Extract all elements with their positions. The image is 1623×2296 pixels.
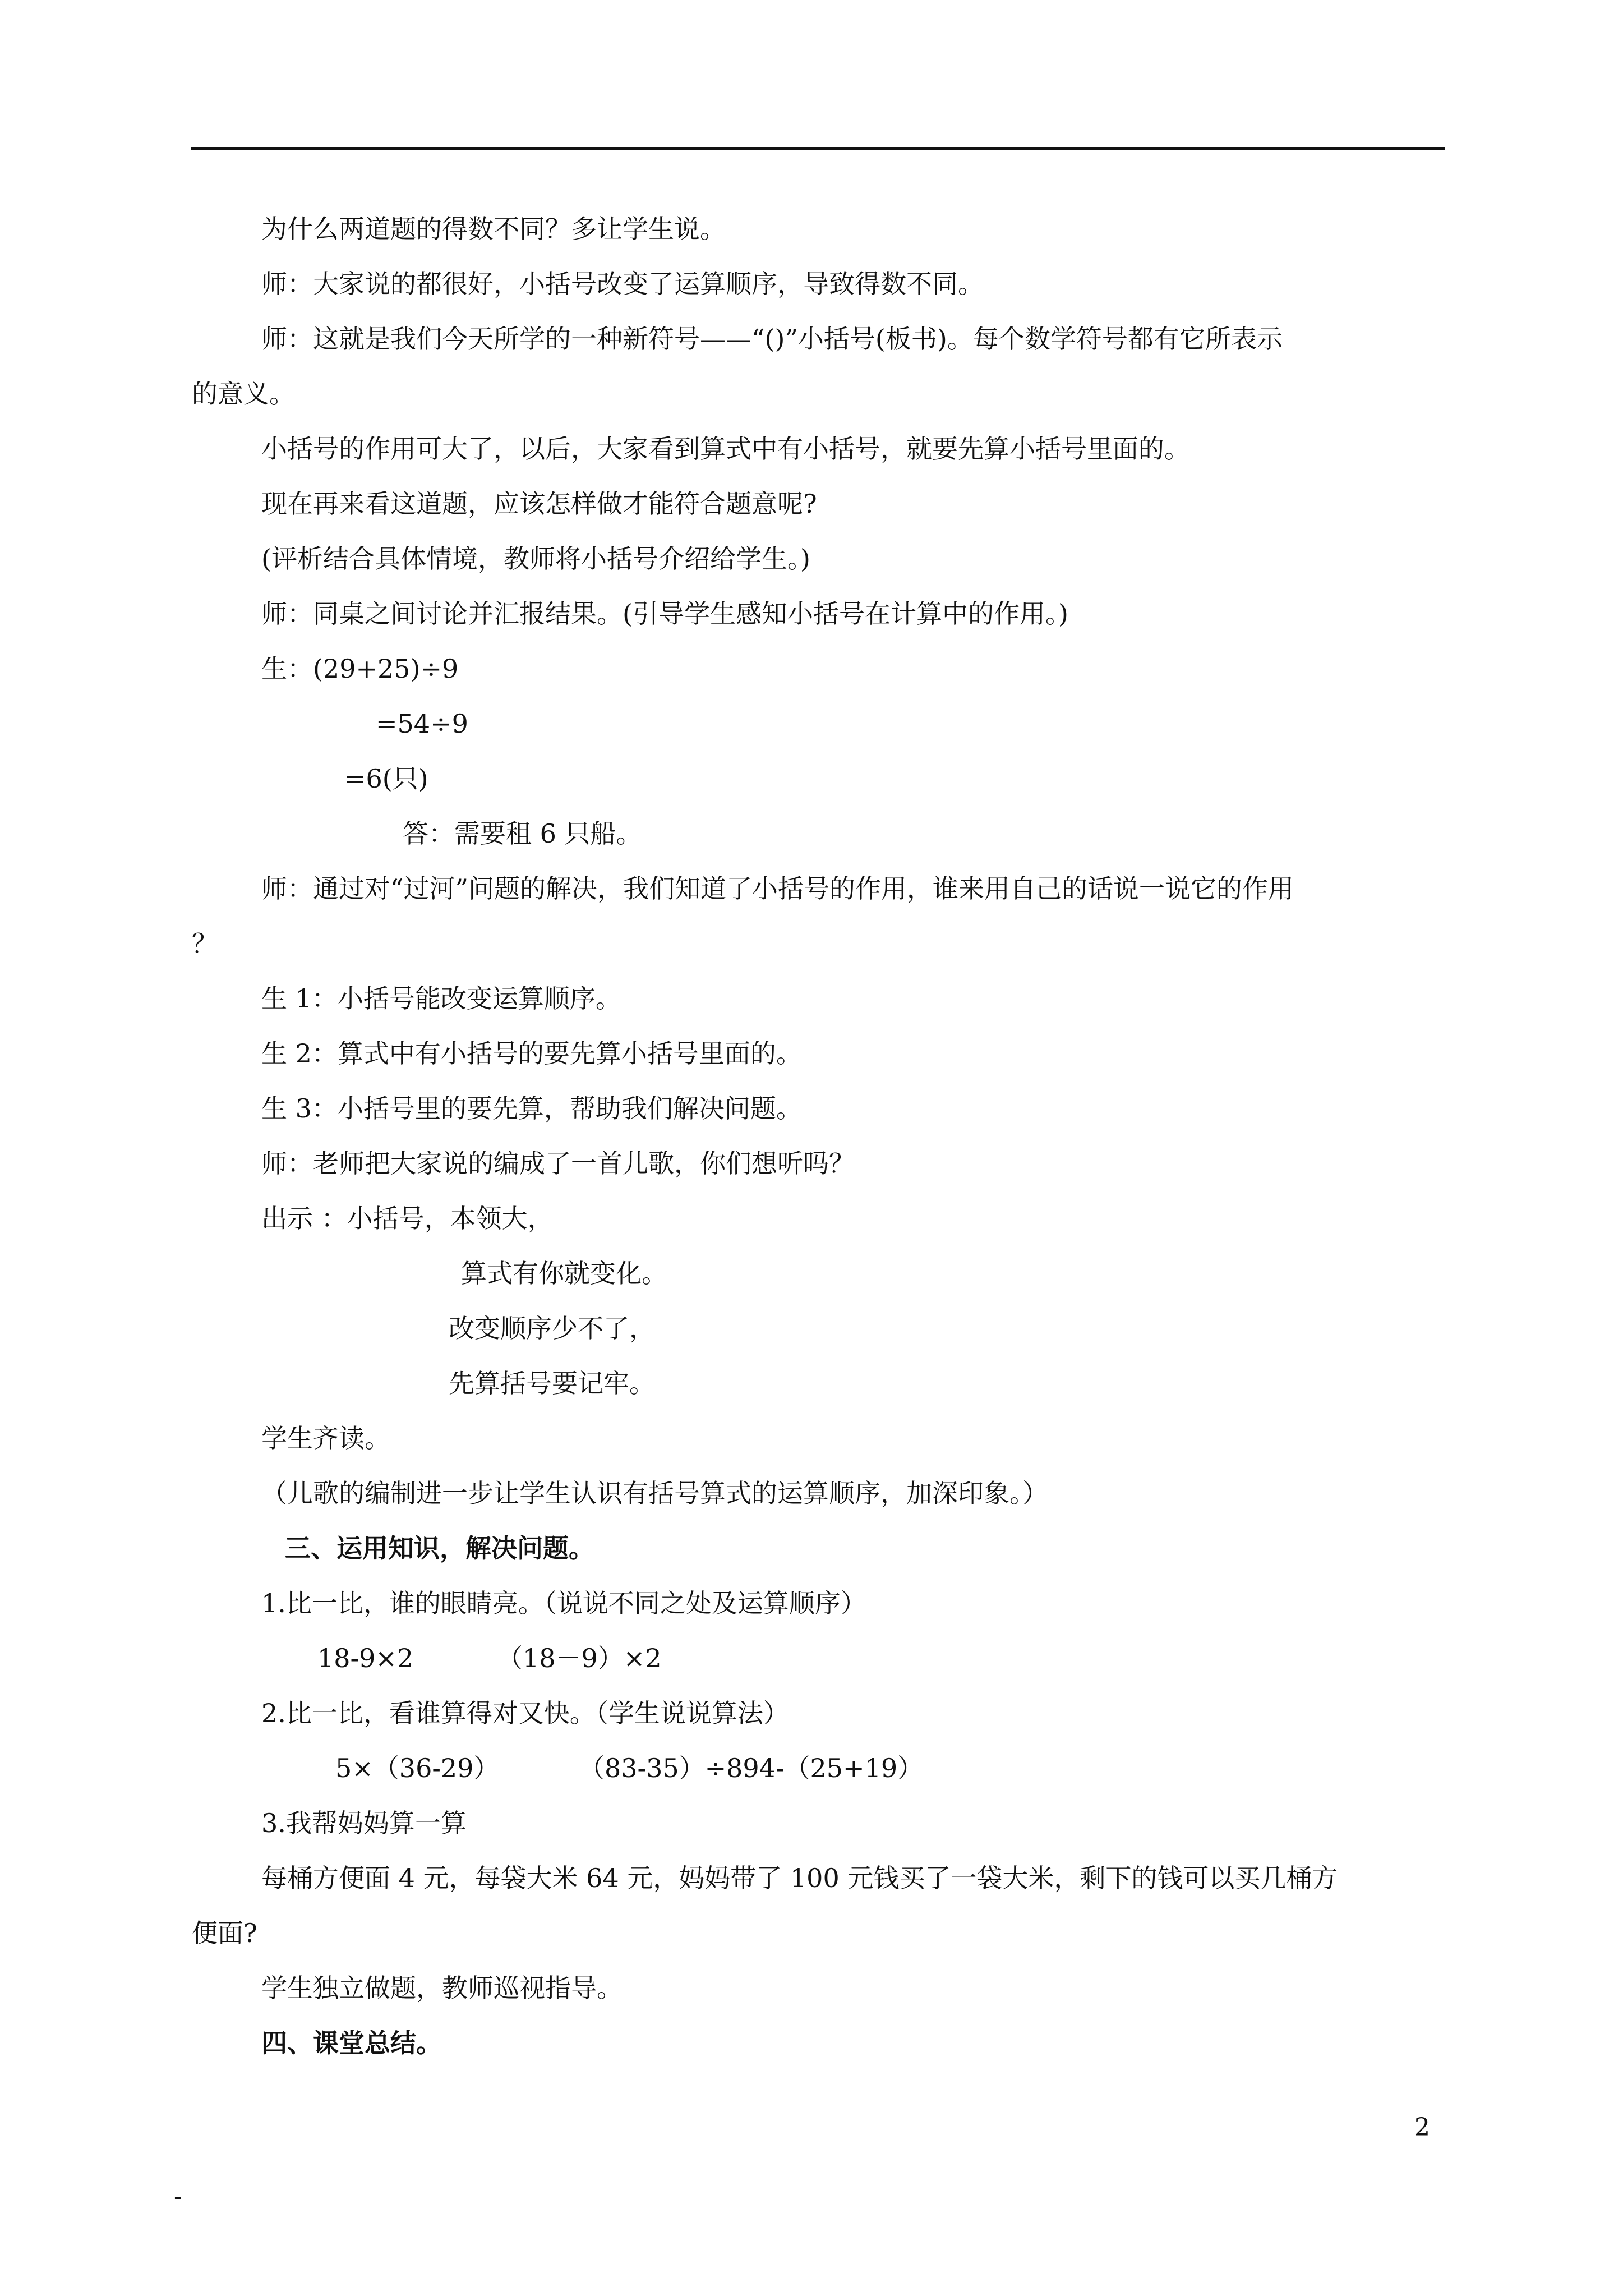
page-number: 2 bbox=[1414, 2113, 1430, 2142]
paragraph-new-symbol: 师：这就是我们今天所学的一种新符号——“()”小括号(板书)。每个数学符号都有它所表示 bbox=[261, 324, 1283, 354]
exercise-3-problem: 每桶方便面 4 元，每袋大米 64 元，妈妈带了 100 元钱买了一袋大米，剩下的钱可以买几桶方 bbox=[261, 1863, 1338, 1893]
exercise-1-expression-a: 18-9×2 bbox=[317, 1643, 414, 1673]
paragraph-students-read: 学生齐读。 bbox=[261, 1423, 390, 1453]
paragraph-why-results-differ: 为什么两道题的得数不同？多让学生说。 bbox=[261, 214, 726, 244]
section-heading-apply-knowledge: 三、运用知识，解决问题。 bbox=[285, 1533, 594, 1563]
paragraph-river-crossing: 师：通过对“过河”问题的解决，我们知道了小括号的作用，谁来用自己的话说一说它的作用 bbox=[261, 873, 1294, 904]
exercise-1-expression-b: （18－9）×2 bbox=[497, 1643, 662, 1673]
paragraph-revisit-problem: 现在再来看这道题，应该怎样做才能符合题意呢? bbox=[261, 489, 817, 519]
calculation-answer: 答：需要租 6 只船。 bbox=[403, 818, 642, 849]
paragraph-deskmate-discussion: 师：同桌之间讨论并汇报结果。(引导学生感知小括号在计算中的作用。) bbox=[261, 599, 1068, 629]
calculation-step-1: 生：(29+25)÷9 bbox=[261, 654, 459, 684]
rhyme-line-3: 改变顺序少不了， bbox=[449, 1313, 655, 1343]
student-answer-3: 生 3：小括号里的要先算，帮助我们解决问题。 bbox=[261, 1093, 802, 1124]
rhyme-line-2: 算式有你就变化。 bbox=[461, 1258, 667, 1289]
exercise-3-problem-continued: 便面? bbox=[192, 1918, 257, 1948]
footer-mark: - bbox=[174, 2182, 182, 2211]
calculation-step-3: =6(只) bbox=[344, 763, 428, 794]
paragraph-commentary-1: (评析结合具体情境，教师将小括号介绍给学生。) bbox=[261, 544, 810, 574]
paragraph-new-symbol-continued: 的意义。 bbox=[192, 379, 295, 409]
header-rule bbox=[191, 147, 1445, 150]
calculation-step-2: =54÷9 bbox=[376, 708, 468, 739]
paragraph-nursery-rhyme-intro: 师：老师把大家说的编成了一首儿歌，你们想听吗？ bbox=[261, 1148, 855, 1179]
exercise-1-title: 1.比一比，谁的眼睛亮。（说说不同之处及运算顺序） bbox=[261, 1588, 866, 1618]
student-answer-1: 生 1：小括号能改变运算顺序。 bbox=[261, 983, 621, 1014]
rhyme-line-4: 先算括号要记牢。 bbox=[449, 1368, 655, 1398]
paragraph-commentary-2: （儿歌的编制进一步让学生认识有括号算式的运算顺序，加深印象。） bbox=[261, 1478, 1048, 1508]
exercise-2-expression-b: （83-35）÷894-（25+19） bbox=[579, 1753, 924, 1783]
paragraph-teacher-praise: 师：大家说的都很好，小括号改变了运算顺序，导致得数不同。 bbox=[261, 269, 984, 299]
exercise-3-title: 3.我帮妈妈算一算 bbox=[261, 1808, 467, 1838]
exercise-2-title: 2.比一比，看谁算得对又快。（学生说说算法） bbox=[261, 1698, 789, 1728]
paragraph-bracket-usefulness: 小括号的作用可大了，以后，大家看到算式中有小括号，就要先算小括号里面的。 bbox=[261, 434, 1190, 464]
paragraph-river-crossing-continued: ？ bbox=[192, 928, 218, 959]
section-heading-summary: 四、课堂总结。 bbox=[261, 2028, 442, 2058]
rhyme-line-1: 出示 ：小括号，本领大， bbox=[261, 1203, 554, 1234]
paragraph-independent-work: 学生独立做题，教师巡视指导。 bbox=[261, 1973, 623, 2003]
exercise-2-expression-a: 5×（36-29） bbox=[335, 1753, 500, 1783]
student-answer-2: 生 2：算式中有小括号的要先算小括号里面的。 bbox=[261, 1038, 802, 1069]
